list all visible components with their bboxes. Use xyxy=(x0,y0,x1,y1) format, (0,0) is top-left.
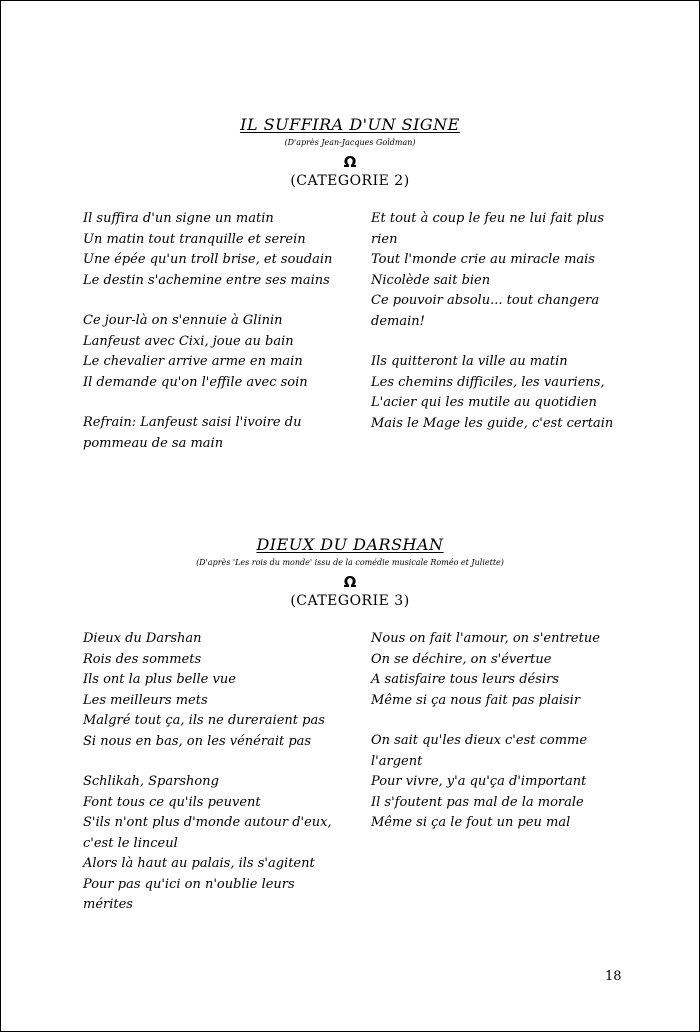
lyric-line: pommeau de sa main xyxy=(83,435,224,451)
lyric-line: Dieux du Darshan xyxy=(83,631,202,646)
lyrics-right-column xyxy=(371,629,621,854)
lyric-line: Alors là haut au palais, ils s'agitent xyxy=(83,856,315,871)
omega-symbol: Ω xyxy=(343,153,357,171)
stanza xyxy=(371,731,621,834)
lyric-line: On se déchire, on s'évertue xyxy=(371,651,552,667)
lyric-line: c'est le linceul xyxy=(83,835,178,851)
lyric-line: On sait qu'les dieux c'est comme xyxy=(371,733,588,748)
stanza xyxy=(83,629,353,752)
song-title: IL SUFFIRA D'UN SIGNE xyxy=(240,115,460,134)
lyrics-left-column xyxy=(83,629,353,936)
stanza xyxy=(83,311,353,393)
lyric-line: Font tous ce qu'ils peuvent xyxy=(83,794,261,810)
stanza xyxy=(371,629,621,711)
lyric-line: Malgré tout ça, ils ne dureraient pas xyxy=(83,713,325,728)
lyrics-right-column xyxy=(371,209,621,454)
omega-symbol: Ω xyxy=(343,573,357,591)
stanza xyxy=(83,772,353,916)
lyric-line: Ils quitteront la ville au matin xyxy=(371,354,568,369)
lyric-line: A satisfaire tous leurs désirs xyxy=(371,672,559,687)
lyric-line: Un matin tout tranquille et serein xyxy=(83,231,306,247)
stanza xyxy=(83,209,353,291)
lyric-line: Les meilleurs mets xyxy=(83,692,208,708)
lyric-line: Il suffira d'un signe un matin xyxy=(83,211,274,226)
lyric-line: S'ils n'ont plus d'monde autour d'eux, xyxy=(83,815,332,830)
lyric-line: Les chemins difficiles, les vauriens, xyxy=(371,374,605,390)
song-category: (CATEGORIE 3) xyxy=(290,593,410,609)
lyric-line: l'argent xyxy=(371,753,423,769)
stanza xyxy=(83,413,353,454)
lyric-line: Il demande qu'on l'effile avec soin xyxy=(83,374,308,390)
song-subtitle: (D'après 'Les rois du monde' issu de la comédie musicale Roméo et Juliette) xyxy=(196,558,504,567)
lyric-line: Pour pas qu'ici on n'oublie leurs xyxy=(83,876,295,892)
lyric-line: Si nous en bas, on les vénérait pas xyxy=(83,733,312,749)
lyric-line: L'acier qui les mutile au quotidien xyxy=(371,395,597,410)
stanza xyxy=(371,209,621,332)
lyric-line: Et tout à coup le feu ne lui fait plus xyxy=(371,211,605,226)
lyric-line: Schlikah, Sparshong xyxy=(83,774,219,789)
stanza xyxy=(371,352,621,434)
lyric-line: Ils ont la plus belle vue xyxy=(83,672,236,687)
lyric-line: Le chevalier arrive arme en main xyxy=(83,354,303,369)
lyric-line: Pour vivre, y'a qu'ça d'important xyxy=(371,774,587,789)
lyric-line: mérites xyxy=(83,897,133,912)
lyric-line: Nicolède sait bien xyxy=(371,272,491,288)
lyric-line: Rois des sommets xyxy=(83,651,202,667)
lyric-line: Une épée qu'un troll brise, et soudain xyxy=(83,252,333,267)
lyric-line: Nous on fait l'amour, on s'entretue xyxy=(371,631,600,646)
lyric-line: Ce pouvoir absolu... tout changera xyxy=(371,293,600,308)
song-subtitle: (D'après Jean-Jacques Goldman) xyxy=(284,138,416,147)
lyric-line: Même si ça le fout un peu mal xyxy=(371,815,571,830)
page-number: 18 xyxy=(605,969,622,984)
song-category: (CATEGORIE 2) xyxy=(290,173,410,189)
lyric-line: Tout l'monde crie au miracle mais xyxy=(371,252,595,267)
lyric-line: Le destin s'achemine entre ses mains xyxy=(83,272,330,288)
lyrics-left-column xyxy=(83,209,353,474)
lyric-line: Refrain: Lanfeust saisi l'ivoire du xyxy=(83,415,302,430)
lyric-line: Même si ça nous fait pas plaisir xyxy=(371,692,581,708)
lyric-line: Lanfeust avec Cixi, joue au bain xyxy=(83,333,294,349)
lyric-line: Il s'foutent pas mal de la morale xyxy=(371,794,584,810)
lyric-line: Ce jour-là on s'ennuie à Glinin xyxy=(83,313,283,328)
lyric-line: demain! xyxy=(371,313,425,329)
lyric-line: Mais le Mage les guide, c'est certain xyxy=(371,415,614,431)
song-title: DIEUX DU DARSHAN xyxy=(256,535,444,554)
lyric-line: rien xyxy=(371,231,398,247)
